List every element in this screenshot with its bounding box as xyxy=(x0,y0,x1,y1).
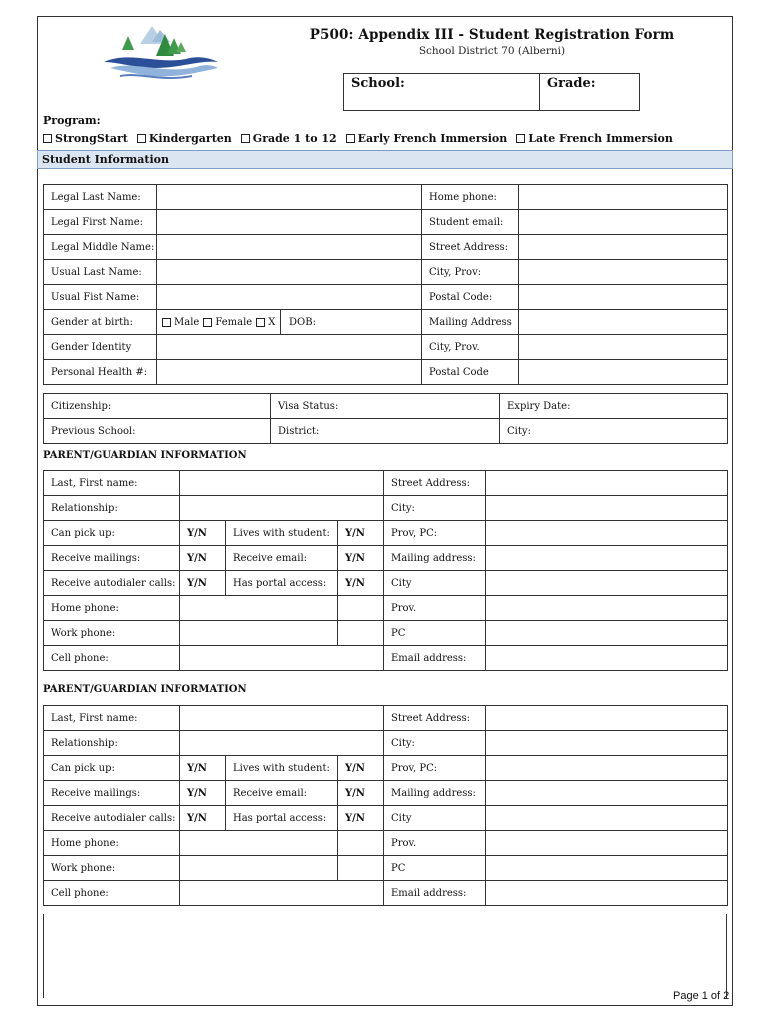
table-row xyxy=(44,185,728,210)
table-row xyxy=(44,310,728,335)
checkbox[interactable] xyxy=(43,134,52,143)
prov-field[interactable] xyxy=(486,596,728,621)
table-row xyxy=(44,394,728,419)
cell-phone-label: Cell phone: xyxy=(44,646,180,671)
dob-label: DOB: xyxy=(289,316,316,328)
pc-field[interactable] xyxy=(486,856,728,881)
street-address-field[interactable] xyxy=(486,471,728,496)
can-pick-up-yn[interactable]: Y/N xyxy=(180,756,226,781)
legal-last-name-label: Legal Last Name: xyxy=(44,185,157,210)
legal-middle-name-field[interactable] xyxy=(157,235,422,260)
email-address-field[interactable] xyxy=(486,881,728,906)
relationship-field[interactable] xyxy=(180,496,384,521)
home-phone-field[interactable] xyxy=(180,596,338,621)
receive-autodialer-yn[interactable]: Y/N xyxy=(180,806,226,831)
table-row xyxy=(44,546,728,571)
pc-field[interactable] xyxy=(486,621,728,646)
prov-pc-label: Prov, PC: xyxy=(384,756,486,781)
table-row xyxy=(44,856,728,881)
relationship-field[interactable] xyxy=(180,731,384,756)
program-label: Program: xyxy=(43,114,101,127)
grade-field[interactable]: Grade: xyxy=(547,76,596,91)
city-field[interactable]: City: xyxy=(500,419,728,444)
receive-autodialer-label: Receive autodialer calls: xyxy=(44,571,180,596)
home-phone-field[interactable] xyxy=(519,185,728,210)
checkbox[interactable] xyxy=(256,318,265,327)
pc-label: PC xyxy=(384,856,486,881)
checkbox[interactable] xyxy=(137,134,146,143)
student-origin-table xyxy=(43,393,728,444)
table-row xyxy=(44,596,728,621)
mailing-city-field[interactable] xyxy=(486,571,728,596)
table-row xyxy=(44,571,728,596)
receive-email-yn[interactable]: Y/N xyxy=(338,781,384,806)
home-phone-extra[interactable] xyxy=(338,831,384,856)
street-address-label: Street Address: xyxy=(422,235,519,260)
student-email-field[interactable] xyxy=(519,210,728,235)
last-first-name-field[interactable] xyxy=(180,706,384,731)
mailing-city-prov-label: City, Prov. xyxy=(422,335,519,360)
checkbox[interactable] xyxy=(162,318,171,327)
gender-identity-label: Gender Identity xyxy=(44,335,157,360)
mailing-address-field[interactable] xyxy=(486,781,728,806)
program-options xyxy=(43,132,673,145)
mailing-address-field[interactable] xyxy=(519,310,728,335)
page-number: Page 1 of 2 xyxy=(673,990,730,1002)
gender-at-birth-label: Gender at birth: xyxy=(44,310,157,335)
table-row xyxy=(44,496,728,521)
receive-mailings-label: Receive mailings: xyxy=(44,781,180,806)
table-row xyxy=(44,706,728,731)
table-row xyxy=(44,806,728,831)
city-label: City: xyxy=(384,731,486,756)
checkbox[interactable] xyxy=(346,134,355,143)
lives-with-student-yn[interactable]: Y/N xyxy=(338,521,384,546)
table-row xyxy=(44,419,728,444)
table-row xyxy=(44,781,728,806)
receive-email-label: Receive email: xyxy=(226,781,338,806)
mailing-postal-code-label: Postal Code xyxy=(422,360,519,385)
guardian-2-table xyxy=(43,705,728,906)
gender-options xyxy=(157,310,281,334)
mailing-postal-code-field[interactable] xyxy=(519,360,728,385)
street-address-label: Street Address: xyxy=(384,471,486,496)
work-phone-field[interactable] xyxy=(180,621,338,646)
guardian-1-table xyxy=(43,470,728,671)
checkbox[interactable] xyxy=(203,318,212,327)
receive-autodialer-yn[interactable]: Y/N xyxy=(180,571,226,596)
dob-field[interactable] xyxy=(281,310,324,334)
email-address-field[interactable] xyxy=(486,646,728,671)
mailing-city-label: City xyxy=(384,571,486,596)
student-email-label: Student email: xyxy=(422,210,519,235)
street-address-label: Street Address: xyxy=(384,706,486,731)
table-row xyxy=(44,360,728,385)
home-phone-label: Home phone: xyxy=(422,185,519,210)
usual-first-name-field[interactable] xyxy=(157,285,422,310)
cell-phone-field[interactable] xyxy=(180,646,384,671)
city-prov-label: City, Prov: xyxy=(422,260,519,285)
legal-first-name-label: Legal First Name: xyxy=(44,210,157,235)
program-option-early-french[interactable]: Early French Immersion xyxy=(346,132,508,145)
blank-area xyxy=(43,914,727,998)
work-phone-extra[interactable] xyxy=(338,856,384,881)
prov-label: Prov. xyxy=(384,831,486,856)
table-row xyxy=(44,646,728,671)
legal-first-name-field[interactable] xyxy=(157,210,422,235)
table-row xyxy=(44,260,728,285)
street-address-field[interactable] xyxy=(519,235,728,260)
last-first-name-label: Last, First name: xyxy=(44,471,180,496)
postal-code-field[interactable] xyxy=(519,285,728,310)
program-option-late-french[interactable]: Late French Immersion xyxy=(516,132,673,145)
home-phone-extra[interactable] xyxy=(338,596,384,621)
citizenship-field[interactable]: Citizenship: xyxy=(44,394,271,419)
relationship-label: Relationship: xyxy=(44,731,180,756)
home-phone-label: Home phone: xyxy=(44,831,180,856)
receive-mailings-label: Receive mailings: xyxy=(44,546,180,571)
work-phone-extra[interactable] xyxy=(338,621,384,646)
student-information-header: Student Information xyxy=(37,150,733,169)
can-pick-up-label: Can pick up: xyxy=(44,756,180,781)
guardian-2-heading: PARENT/GUARDIAN INFORMATION xyxy=(43,684,247,695)
guardian-1-heading: PARENT/GUARDIAN INFORMATION xyxy=(43,450,247,461)
lives-with-student-label: Lives with student: xyxy=(226,756,338,781)
program-option-strongstart[interactable]: StrongStart xyxy=(43,132,128,145)
last-first-name-label: Last, First name: xyxy=(44,706,180,731)
program-option-kindergarten[interactable]: Kindergarten xyxy=(137,132,232,145)
city-field[interactable] xyxy=(486,496,728,521)
receive-mailings-yn[interactable]: Y/N xyxy=(180,546,226,571)
mailing-city-label: City xyxy=(384,806,486,831)
table-row xyxy=(44,756,728,781)
table-row xyxy=(44,621,728,646)
prov-label: Prov. xyxy=(384,596,486,621)
checkbox[interactable] xyxy=(241,134,250,143)
gender-x-option[interactable]: X xyxy=(256,317,275,328)
city-prov-field[interactable] xyxy=(519,260,728,285)
usual-first-name-label: Usual Fist Name: xyxy=(44,285,157,310)
prov-field[interactable] xyxy=(486,831,728,856)
program-option-grade-1-12[interactable]: Grade 1 to 12 xyxy=(241,132,337,145)
has-portal-access-label: Has portal access: xyxy=(226,571,338,596)
email-address-label: Email address: xyxy=(384,881,486,906)
personal-health-label: Personal Health #: xyxy=(44,360,157,385)
mailing-city-field[interactable] xyxy=(486,806,728,831)
home-phone-label: Home phone: xyxy=(44,596,180,621)
receive-email-label: Receive email: xyxy=(226,546,338,571)
gender-identity-field[interactable] xyxy=(157,335,422,360)
work-phone-label: Work phone: xyxy=(44,856,180,881)
student-info-table xyxy=(43,184,728,385)
mailing-address-label: Mailing address: xyxy=(384,546,486,571)
has-portal-access-yn[interactable]: Y/N xyxy=(338,571,384,596)
city-field[interactable] xyxy=(486,731,728,756)
gender-male-option[interactable]: Male xyxy=(162,317,199,328)
table-row xyxy=(44,471,728,496)
can-pick-up-label: Can pick up: xyxy=(44,521,180,546)
city-label: City: xyxy=(384,496,486,521)
mailing-city-prov-field[interactable] xyxy=(519,335,728,360)
checkbox[interactable] xyxy=(516,134,525,143)
relationship-label: Relationship: xyxy=(44,496,180,521)
gender-female-option[interactable]: Female xyxy=(203,317,252,328)
table-row xyxy=(44,235,728,260)
personal-health-field[interactable] xyxy=(157,360,422,385)
previous-school-field[interactable]: Previous School: xyxy=(44,419,271,444)
has-portal-access-label: Has portal access: xyxy=(226,806,338,831)
home-phone-field[interactable] xyxy=(180,831,338,856)
gender-dob-cell xyxy=(157,310,422,335)
receive-email-yn[interactable]: Y/N xyxy=(338,546,384,571)
table-row xyxy=(44,881,728,906)
last-first-name-field[interactable] xyxy=(180,471,384,496)
table-row xyxy=(44,285,728,310)
pc-label: PC xyxy=(384,621,486,646)
receive-autodialer-label: Receive autodialer calls: xyxy=(44,806,180,831)
visa-status-field[interactable]: Visa Status: xyxy=(271,394,500,419)
legal-middle-name-label: Legal Middle Name: xyxy=(44,235,157,260)
cell-phone-field[interactable] xyxy=(180,881,384,906)
table-row xyxy=(44,210,728,235)
street-address-field[interactable] xyxy=(486,706,728,731)
lives-with-student-label: Lives with student: xyxy=(226,521,338,546)
prov-pc-label: Prov, PC: xyxy=(384,521,486,546)
has-portal-access-yn[interactable]: Y/N xyxy=(338,806,384,831)
mailing-address-label: Mailing Address xyxy=(422,310,519,335)
receive-mailings-yn[interactable]: Y/N xyxy=(180,781,226,806)
lives-with-student-yn[interactable]: Y/N xyxy=(338,756,384,781)
work-phone-field[interactable] xyxy=(180,856,338,881)
legal-last-name-field[interactable] xyxy=(157,185,422,210)
district-logo-icon xyxy=(100,22,222,84)
mailing-address-field[interactable] xyxy=(486,546,728,571)
form-title: P500: Appendix III - Student Registration Form xyxy=(309,27,675,43)
expiry-date-field[interactable]: Expiry Date: xyxy=(500,394,728,419)
mailing-address-label: Mailing address: xyxy=(384,781,486,806)
district-subtitle: School District 70 (Alberni) xyxy=(418,45,566,57)
usual-last-name-field[interactable] xyxy=(157,260,422,285)
district-field[interactable]: District: xyxy=(271,419,500,444)
postal-code-label: Postal Code: xyxy=(422,285,519,310)
school-grade-box xyxy=(343,73,640,111)
prov-pc-field[interactable] xyxy=(486,521,728,546)
table-row xyxy=(44,335,728,360)
email-address-label: Email address: xyxy=(384,646,486,671)
work-phone-label: Work phone: xyxy=(44,621,180,646)
prov-pc-field[interactable] xyxy=(486,756,728,781)
table-row xyxy=(44,731,728,756)
cell-phone-label: Cell phone: xyxy=(44,881,180,906)
usual-last-name-label: Usual Last Name: xyxy=(44,260,157,285)
table-row xyxy=(44,831,728,856)
school-field[interactable]: School: xyxy=(344,74,540,110)
table-row xyxy=(44,521,728,546)
can-pick-up-yn[interactable]: Y/N xyxy=(180,521,226,546)
